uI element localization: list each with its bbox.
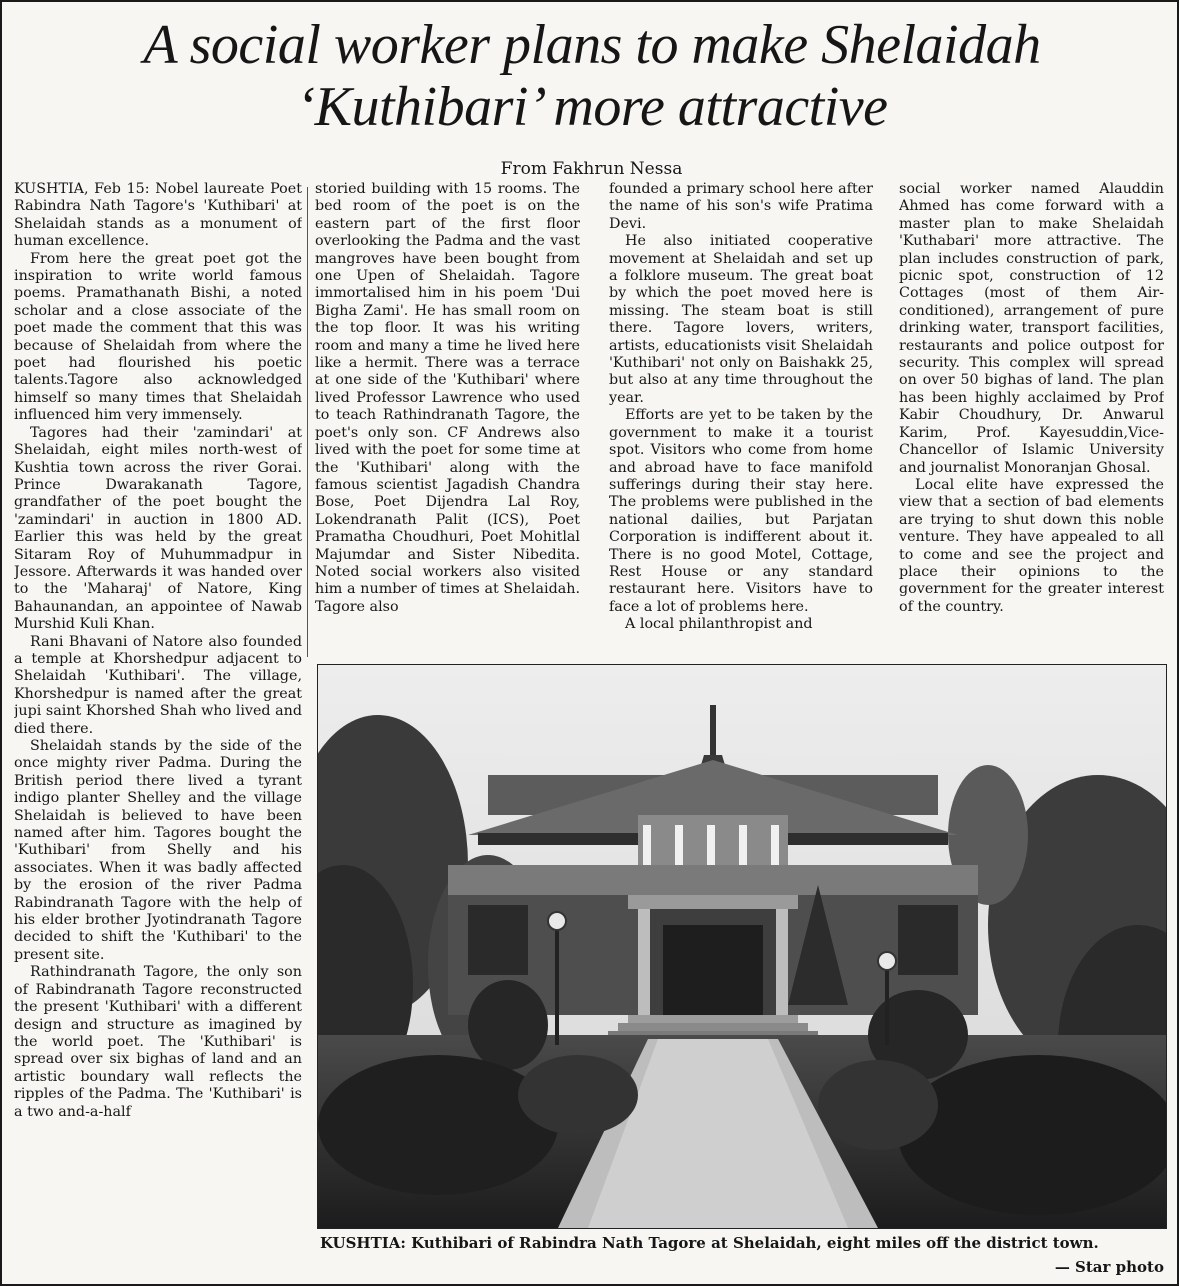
paragraph: Efforts are yet to be taken by the government to make it a tourist spot. Visitors who come from home and abroad have to face manifold sufferings during their stay here. The problems were published in the national dailies, but Parjatan Corporation is indifferent about it. There is no good Motel, Cottage, Rest House or any standard restaurant here. Visitors have to face a lot of problems here. [609, 407, 873, 615]
paragraph: Rani Bhavani of Natore also founded a temple at Khorshedpur adjacent to Shelaidah 'Kuthibari'. The village, Khorshedpur is named after the great jupi saint Khorshed Shah who lived and died there. [14, 633, 302, 737]
photo-caption: KUSHTIA: Kuthibari of Rabindra Nath Tagore at Shelaidah, eight miles off the district town. [320, 1234, 1099, 1252]
article-column-1 [14, 181, 302, 1271]
paragraph: Rathindranath Tagore, the only son of Rabindranath Tagore reconstructed the present 'Kuthibari' with a different design and structure as imagined by the world poet. The 'Kuthibari' is spread over six bighas of land and an artistic boundary wall reflects the ripples of the Padma. The 'Kuthibari' is a two and-a-half [14, 964, 302, 1120]
article-column-2 [315, 181, 580, 659]
headline [22, 14, 1162, 138]
byline: From Fakhrun Nessa [500, 159, 683, 179]
paragraph: He also initiated cooperative movement at Shelaidah and set up a folklore museum. The great boat by which the poet moved here is missing. The steam boat is still there. Tagore lovers, writers, artists, educationists visit Shelaidah 'Kuthibari' not only on Baishakk 25, but also at any time throughout the year. [609, 233, 873, 406]
paragraph: Local elite have expressed the view that a section of bad elements are trying to shut down this noble venture. They have appealed to all to come and see the project and place their opinions to the government for the greater interest of the country. [899, 476, 1164, 615]
paragraph: storied building with 15 rooms. The bed room of the poet is on the eastern part of the first floor overlooking the Padma and the vast mangroves have been bought from one Upen of Shelaidah. Tagore immortalised him in his poem 'Dui Bigha Zami'. He has small room on the top floor. It was his writing room and many a time he lived here like a hermit. There was a terrace at one side of the 'Kuthibari' where lived Professor Lawrence who used to teach Rathindranath Tagore, the poet's only son. CF Andrews also lived with the poet for some time at the 'Kuthibari' along with the famous scientist Jagadish Chandra Bose, Poet Dijendra Lal Roy, Lokendranath Palit (ICS), Poet Pramatha Choudhuri, Poet Mohitlal Majumdar and Sister Nibedita. Noted social workers also visited him a number of times at Shelaidah. Tagore also [315, 181, 580, 615]
column-divider [307, 187, 308, 657]
headline-line-2: ‘Kuthibari’ more attractive [296, 76, 888, 138]
article-column-4 [899, 181, 1164, 659]
paragraph: From here the great poet got the inspiration to write world famous poems. Pramathanath Bishi, a noted scholar and a close associate of the poet made the comment that this was because of Shelaidah from where the poet had flourished his poetic talents.Tagore also acknowledged himself so many times that Shelaidah influenced him very immensely. [14, 250, 302, 424]
paragraph: social worker named Alauddin Ahmed has come forward with a master plan to make Shelaidah 'Kuthabari' more attractive. The plan includes construction of park, picnic spot, construction of 12 Cottages (most of them Air-conditioned), arrangement of pure drinking water, transport facilities, restaurants and police outpost for security. This complex will spread on over 50 bighas of land. The plan has been highly acclaimed by Prof Kabir Choudhury, Dr. Anwarul Karim, Prof. Kayesuddin,Vice-Chancellor of Islamic University and journalist Monoranjan Ghosal. [899, 181, 1164, 476]
paragraph: Shelaidah stands by the side of the once mighty river Padma. During the British period there lived a tyrant indigo planter Shelley and the village Shelaidah is believed to have been named after him. Tagores bought the 'Kuthibari' from Shelly and his associates. When it was badly affected by the erosion of the river Padma Rabindranath Tagore with the help of his elder brother Jyotindranath Tagore decided to shift the 'Kuthibari' to the present site. [14, 738, 302, 963]
headline-line-1: A social worker plans to make Shelaidah [143, 14, 1041, 76]
article-column-3 [609, 181, 873, 659]
paragraph: A local philanthropist and [625, 616, 813, 633]
paragraph: Tagores had their 'zamindari' at Shelaidah, eight miles north-west of Kushtia town across the river Gorai. Prince Dwarakanath Tagore, grandfather of the poet bought the 'zamindari' in auction in 1800 AD. Earlier this was held by the great Sitaram Roy of Muhummadpur in Jessore. Afterwards it was handed over to the 'Maharaj' of Natore, King Bahaunandan, an appointee of Nawab Murshid Kuli Khan. [14, 424, 302, 633]
paragraph: founded a primary school here after the name of his son's wife Pratima Devi. [609, 181, 873, 232]
photo-credit: — Star photo [1054, 1258, 1164, 1276]
paragraph: KUSHTIA, Feb 15: Nobel laureate Poet Rabindra Nath Tagore's 'Kuthibari' at Shelaidah stands as a monument of human excellence. [14, 181, 302, 250]
kuthibari-photo [317, 664, 1167, 1229]
